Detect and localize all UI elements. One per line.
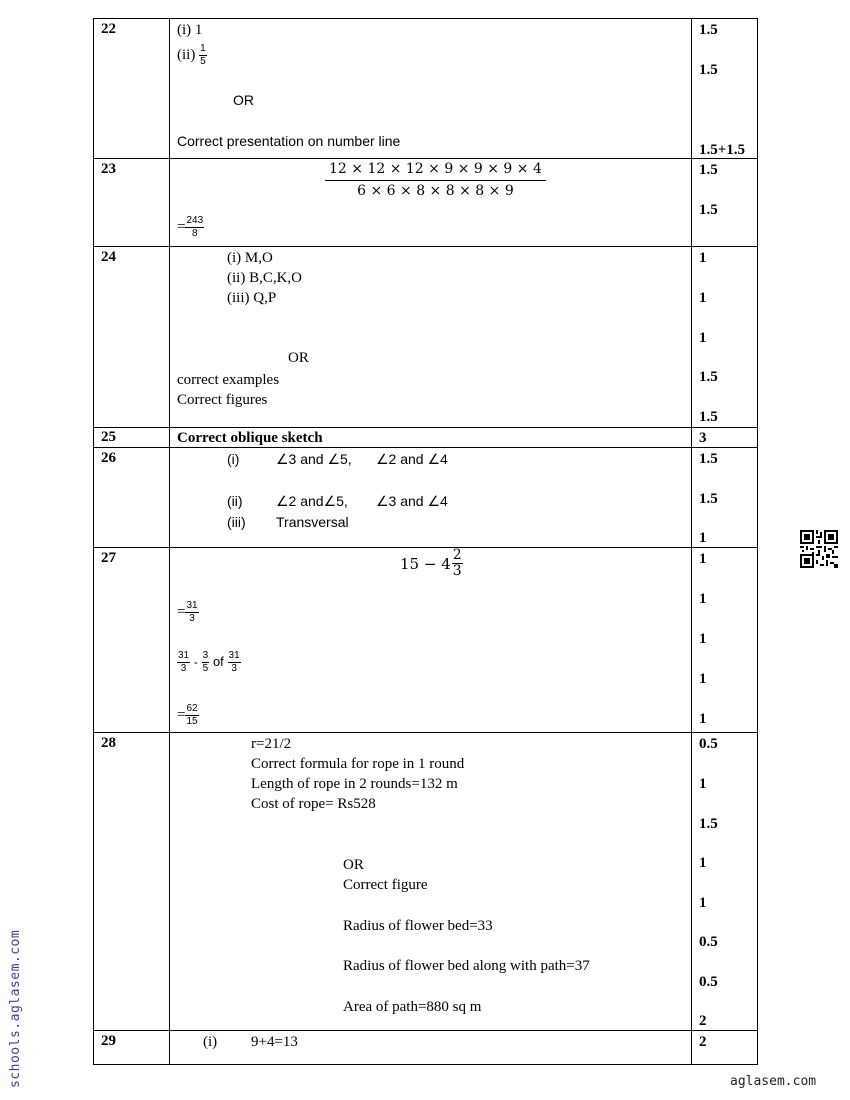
fraction-numerator: 31: [228, 650, 240, 661]
answer-line: correct examples: [177, 372, 280, 388]
mark-value: 0.5: [699, 974, 718, 990]
fraction-denominator: 5: [200, 56, 206, 67]
item-label: (ii): [227, 493, 243, 509]
fraction-numerator: 1: [200, 43, 206, 54]
answer-line: [177, 215, 204, 240]
mark-value: 1.5+1.5: [699, 142, 746, 158]
mark-value: 0.5: [699, 934, 718, 950]
mark-value: 2: [699, 1034, 707, 1050]
answer-cell: [170, 428, 692, 448]
question-number: 23: [101, 161, 116, 177]
question-number-cell: [94, 428, 170, 448]
answer-cell: [170, 548, 692, 733]
table-row: [94, 1031, 758, 1065]
fraction-numerator: 2: [452, 547, 462, 563]
question-number: 26: [101, 450, 116, 466]
answer-line: (iii) Q,P: [227, 290, 277, 306]
angle-pair: ∠3 and ∠5,: [276, 451, 352, 467]
marks-cell: [692, 733, 758, 1031]
mixed-number-expression: [400, 548, 463, 579]
answer-line: 9+4=13: [251, 1034, 298, 1050]
fraction: [199, 43, 207, 68]
answer-line: Length of rope in 2 rounds=132 m: [251, 776, 458, 792]
fraction-numerator: 62: [186, 703, 198, 714]
minus-sign: -: [193, 654, 198, 669]
item-label: (i): [227, 451, 240, 467]
mark-value: 1.5: [699, 409, 718, 425]
answer-line: [177, 600, 199, 625]
mark-value: 0.5: [699, 736, 718, 752]
table-row: [94, 428, 758, 448]
mark-value: 1.5: [699, 162, 718, 178]
table-row: [94, 733, 758, 1031]
marking-scheme-table: [93, 18, 758, 1065]
fraction: [202, 650, 210, 675]
question-number-cell: [94, 247, 170, 428]
question-number-cell: [94, 1031, 170, 1065]
fraction: [185, 703, 198, 728]
fraction-denominator: 5: [202, 663, 209, 674]
mark-value: 1.5: [699, 62, 718, 78]
fraction-numerator: 31: [178, 650, 190, 661]
item-label: (iii): [227, 514, 246, 530]
marks-cell: [692, 428, 758, 448]
mark-value: 2: [699, 1013, 707, 1029]
table-row: [94, 159, 758, 247]
answer-line: Area of path=880 sq m: [343, 999, 482, 1015]
answer-line: Radius of flower bed along with path=37: [343, 958, 590, 974]
fraction-denominator: 3: [231, 663, 237, 674]
answer-line: (ii) B,C,K,O: [227, 270, 302, 286]
answer-line: Correct figure: [343, 877, 428, 893]
marks-cell: [692, 19, 758, 159]
bottom-watermark[interactable]: aglasem.com: [730, 1074, 817, 1089]
answer-line: [177, 43, 207, 68]
fraction-numerator: 3: [202, 650, 209, 661]
question-number: 22: [101, 21, 116, 37]
question-number-cell: [94, 448, 170, 548]
answer-line: Correct figures: [177, 392, 268, 408]
mark-value: 1: [699, 895, 707, 911]
fraction-numerator: 31: [186, 600, 198, 611]
answer-line: Cost of rope= Rs528: [251, 796, 376, 812]
angle-pair: ∠3 and ∠4: [376, 493, 448, 509]
mark-value: 1: [699, 290, 707, 306]
fraction: [185, 215, 204, 240]
of-label: of: [212, 653, 224, 669]
answer-line: Correct formula for rope in 1 round: [251, 756, 465, 772]
mark-value: 1: [699, 551, 707, 567]
mark-value: 1: [699, 330, 707, 346]
or-label: OR: [233, 92, 254, 108]
question-number-cell: [94, 159, 170, 247]
or-label: OR: [288, 350, 309, 366]
marks-cell: [692, 448, 758, 548]
answer-line: [177, 703, 199, 728]
fraction-denominator: 8: [192, 228, 198, 239]
answer-cell: [170, 247, 692, 428]
question-number-cell: [94, 733, 170, 1031]
answer-line: r=21/2: [251, 736, 292, 752]
mark-value: 1: [699, 250, 707, 266]
fraction: [452, 548, 463, 579]
fraction-numerator: 243: [186, 215, 204, 226]
question-number: 29: [101, 1033, 116, 1049]
fraction: [185, 600, 198, 625]
mark-value: 1.5: [699, 491, 718, 507]
or-label: OR: [343, 857, 364, 873]
marks-cell: [692, 548, 758, 733]
equals-sign: =: [177, 706, 186, 723]
answer-cell: [170, 159, 692, 247]
marks-cell: [692, 1031, 758, 1065]
marks-cell: [692, 159, 758, 247]
question-number: 24: [101, 249, 116, 265]
answer-line: (i) M,O: [227, 250, 273, 266]
answer-line: Transversal: [276, 514, 349, 530]
fraction-numerator: 12 × 12 × 12 × 9 × 9 × 9 × 4: [325, 159, 546, 181]
answer-line-label: (ii): [177, 46, 196, 63]
answer-line: [177, 650, 241, 675]
equals-sign: =: [177, 603, 186, 620]
fraction-denominator: 3: [452, 563, 462, 579]
mark-value: 1.5: [699, 816, 718, 832]
mark-value: 1.5: [699, 22, 718, 38]
table-row: [94, 448, 758, 548]
table-row: [94, 247, 758, 428]
answer-line: Correct presentation on number line: [177, 133, 401, 149]
mark-value: 1.5: [699, 451, 718, 467]
expression-whole: 15 − 4: [400, 554, 451, 573]
question-number-cell: [94, 548, 170, 733]
mark-value: 1: [699, 711, 707, 727]
item-label: (i): [203, 1034, 218, 1050]
answer-line: Correct oblique sketch: [177, 430, 323, 446]
answer-line: Radius of flower bed=33: [343, 918, 493, 934]
side-watermark[interactable]: schools.aglasem.com: [8, 929, 23, 1088]
mark-value: 1: [699, 855, 707, 871]
mark-value: 1: [699, 591, 707, 607]
mark-value: 1.5: [699, 369, 718, 385]
mark-value: 1.5: [699, 202, 718, 218]
angle-pair: ∠2 and ∠4: [376, 451, 448, 467]
answer-cell: [170, 1031, 692, 1065]
equals-sign: =: [177, 218, 186, 235]
fraction-denominator: 3: [189, 613, 195, 624]
question-number: 27: [101, 550, 116, 566]
answer-line: (i) 1: [177, 22, 203, 38]
fraction-denominator: 3: [180, 663, 187, 674]
table-row: [94, 19, 758, 159]
fraction: [228, 650, 241, 675]
qr-code-icon: [800, 530, 838, 568]
expression-fraction: [325, 159, 546, 201]
table-row: [94, 548, 758, 733]
angle-pair: ∠2 and∠5,: [276, 493, 348, 509]
answer-cell: [170, 19, 692, 159]
question-number: 28: [101, 735, 116, 751]
question-number-cell: [94, 19, 170, 159]
fraction: [177, 650, 190, 675]
mark-value: 1: [699, 671, 707, 687]
mark-value: 1: [699, 631, 707, 647]
answer-cell: [170, 448, 692, 548]
fraction-denominator: 6 × 6 × 8 × 8 × 8 × 9: [357, 183, 514, 199]
answer-cell: [170, 733, 692, 1031]
mark-value: 1: [699, 530, 707, 546]
fraction-denominator: 15: [186, 716, 198, 727]
marks-cell: [692, 247, 758, 428]
mark-value: 3: [699, 430, 707, 446]
question-number: 25: [101, 429, 116, 445]
mark-value: 1: [699, 776, 707, 792]
